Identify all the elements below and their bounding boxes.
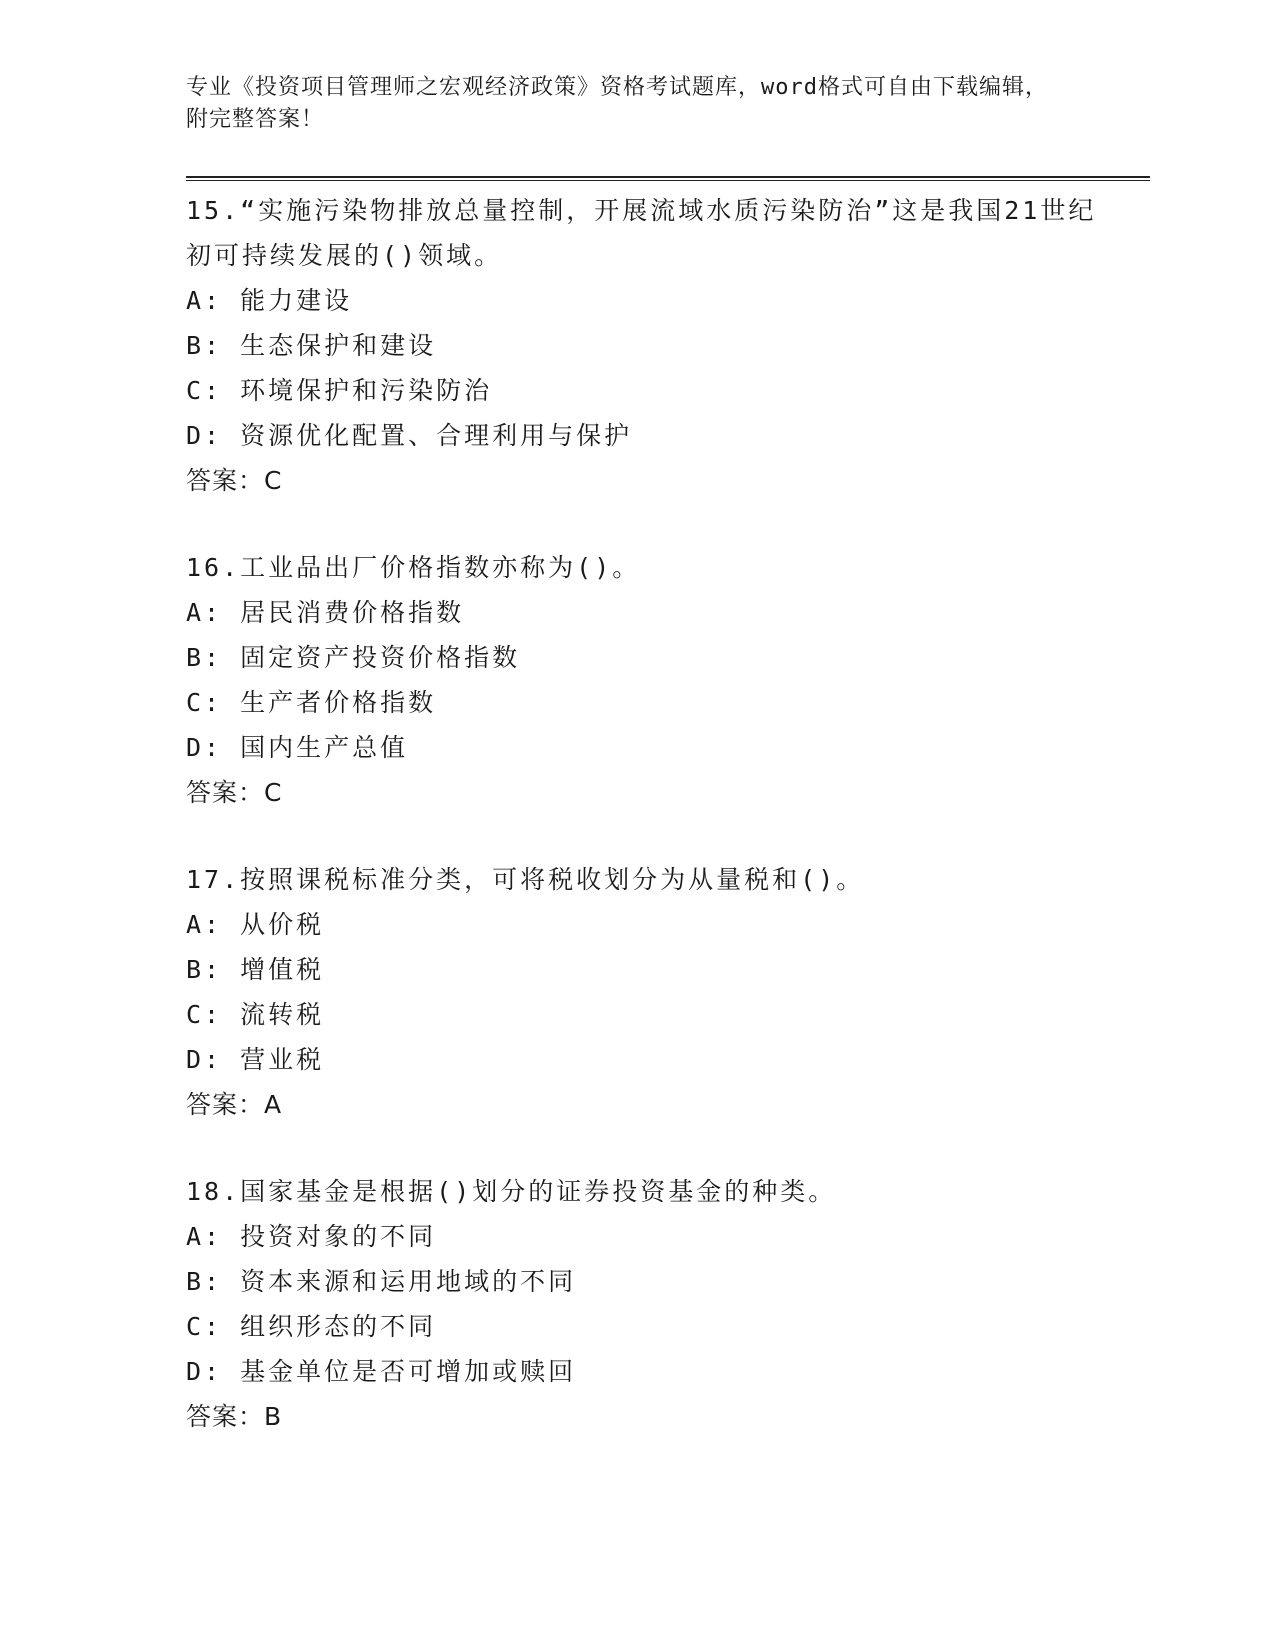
document-header: 专业《投资项目管理师之宏观经济政策》资格考试题库，word格式可自由下载编辑，附完整答案！ — [186, 75, 1048, 132]
answer-line: 答案：B — [186, 1402, 283, 1431]
option-b: B: 固定资产投资价格指数 — [186, 643, 521, 672]
question-stem: 17.按照课税标准分类，可将税收划分为从量税和()。 — [186, 865, 865, 894]
option-a: A: 投资对象的不同 — [186, 1222, 437, 1251]
question-stem: 18.国家基金是根据()划分的证券投资基金的种类。 — [186, 1177, 837, 1206]
option-c: C: 流转税 — [186, 1000, 325, 1029]
question-18 — [186, 1169, 1106, 1440]
answer-line: 答案：A — [186, 1090, 283, 1119]
option-d: D: 营业税 — [186, 1045, 325, 1074]
option-a: A: 从价税 — [186, 910, 325, 939]
option-b: B: 生态保护和建设 — [186, 331, 437, 360]
option-d: D: 国内生产总值 — [186, 733, 409, 762]
answer-line: 答案：C — [186, 466, 283, 495]
answer-line: 答案：C — [186, 778, 283, 807]
option-c: C: 组织形态的不同 — [186, 1312, 437, 1341]
question-stem: 16.工业品出厂价格指数亦称为()。 — [186, 553, 641, 582]
question-16 — [186, 545, 1106, 816]
question-stem: 15.“实施污染物排放总量控制，开展流域水质污染防治”这是我国21世纪初可持续发展的()领域。 — [186, 196, 1097, 270]
option-c: C: 生产者价格指数 — [186, 688, 437, 717]
option-b: B: 资本来源和运用地域的不同 — [186, 1267, 577, 1296]
question-list — [186, 188, 1106, 1481]
option-c: C: 环境保护和污染防治 — [186, 376, 493, 405]
option-a: A: 居民消费价格指数 — [186, 598, 465, 627]
option-d: D: 基金单位是否可增加或赎回 — [186, 1357, 577, 1386]
option-b: B: 增值税 — [186, 955, 325, 984]
option-a: A: 能力建设 — [186, 286, 353, 315]
question-15 — [186, 188, 1106, 504]
question-17 — [186, 857, 1106, 1128]
header-divider — [186, 176, 1150, 181]
option-d: D: 资源优化配置、合理利用与保护 — [186, 421, 633, 450]
